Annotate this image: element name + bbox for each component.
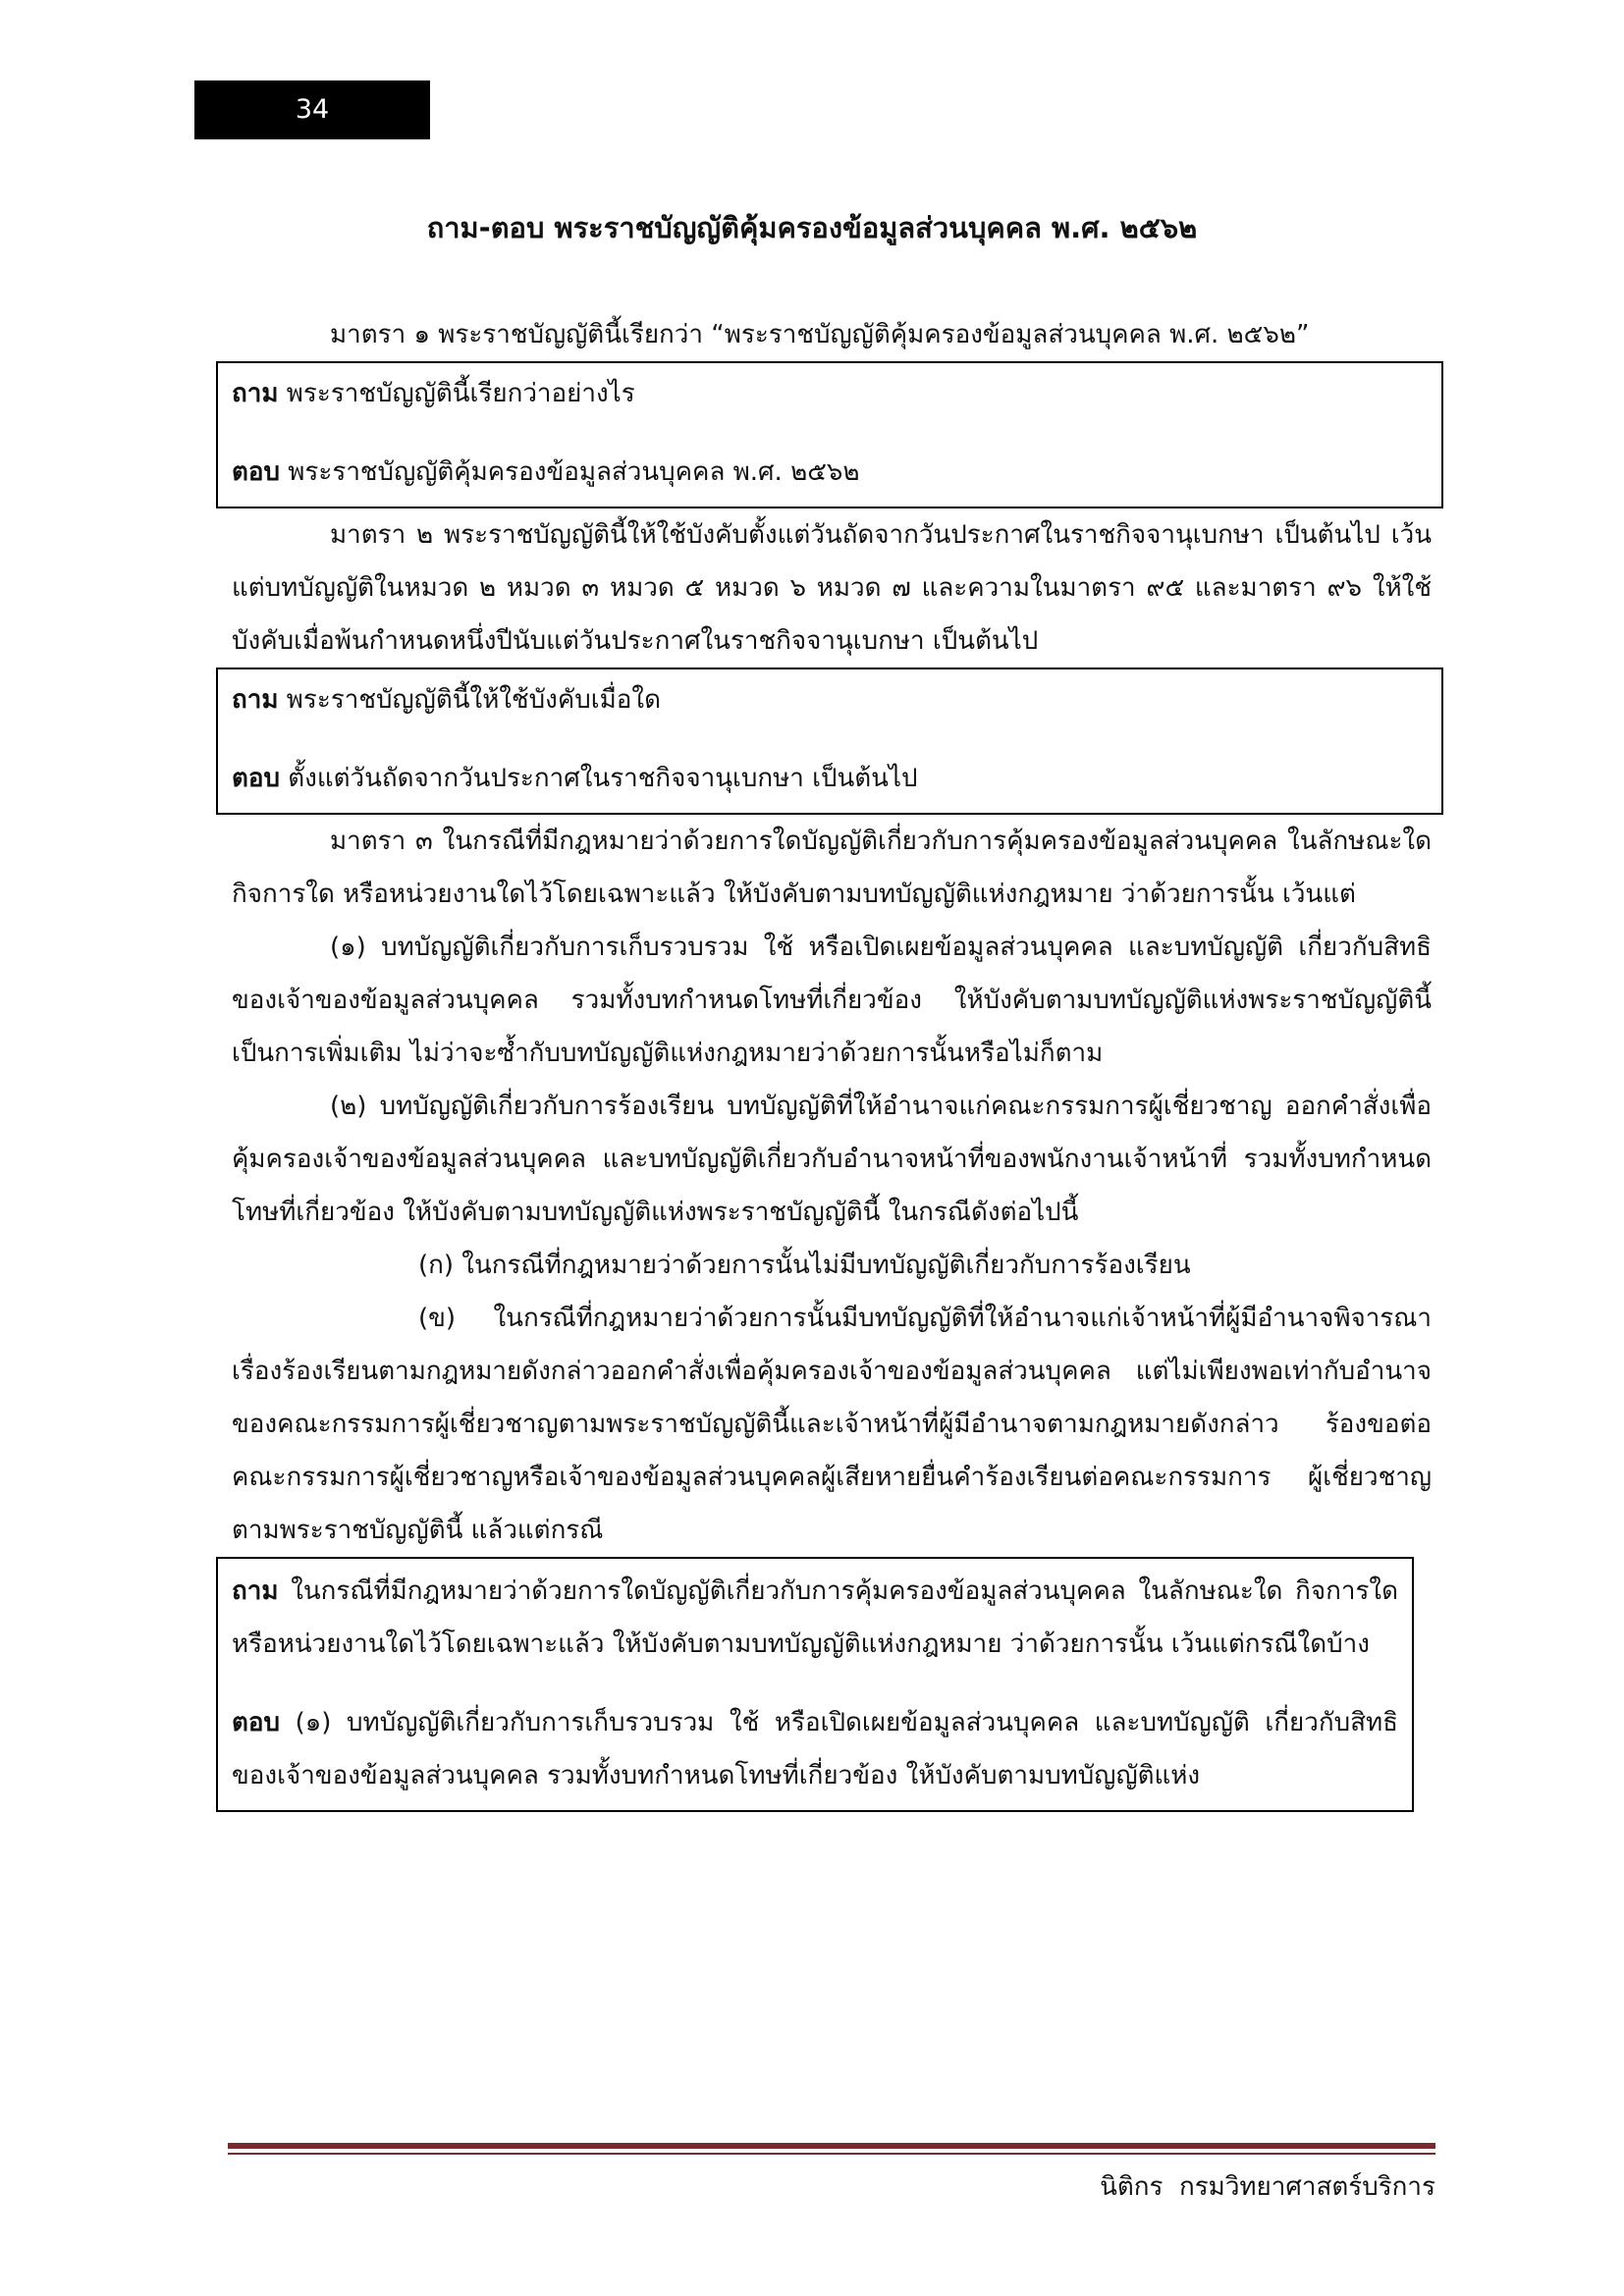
answer-label: ตอบ	[232, 764, 281, 793]
answer-label: ตอบ	[232, 457, 281, 487]
question-label: ถาม	[232, 685, 279, 715]
question-line	[232, 367, 1428, 420]
question-label: ถาม	[232, 1576, 279, 1606]
footer-divider	[228, 2143, 1435, 2149]
answer-label: ตอบ	[232, 1708, 281, 1737]
answer-line	[232, 446, 1428, 499]
section-1-text: มาตรา ๑ พระราชบัญญัตินี้เรียกว่า “พระราชบัญญัติคุ้มครองข้อมูลส่วนบุคคล พ.ศ. ๒๕๖๒”	[330, 320, 1310, 349]
document-body	[232, 308, 1432, 1812]
page-number: 34	[194, 80, 430, 139]
answer-text: (๑) บทบัญญัติเกี่ยวกับการเก็บรวบรวม ใช้ หรือเปิดเผยข้อมูลส่วนบุคคล และบทบัญญัติ เกี่ยวกับสิทธิของเจ้าของข้อมูลส่วนบุคคล รวมทั้งบทกำหนดโทษที่เกี่ยวข้อง ให้บังคับตามบทบัญญัติแห่ง	[232, 1708, 1398, 1790]
question-text: ในกรณีที่มีกฎหมายว่าด้วยการใดบัญญัติเกี่ยวกับการคุ้มครองข้อมูลส่วนบุคคล ในลักษณะใด กิจการใด หรือหน่วยงานใดไว้โดยเฉพาะแล้ว ให้บังคับตามบทบัญญัติแห่งกฎหมาย ว่าด้วยการนั้น เว้นแต่กรณีใดบ้าง	[232, 1576, 1398, 1659]
qa-spacer	[232, 726, 1428, 752]
question-label: ถาม	[232, 379, 279, 408]
qa-box-section-3	[216, 1557, 1414, 1812]
qa-spacer	[232, 1671, 1398, 1696]
answer-text: ตั้งแต่วันถัดจากวันประกาศในราชกิจจานุเบกษา เป็นต้นไป	[280, 764, 918, 793]
document-title: ถาม-ตอบ พระราชบัญญัติคุ้มครองข้อมูลส่วนบุคคล พ.ศ. ๒๕๖๒	[426, 211, 1198, 244]
answer-line	[232, 752, 1428, 805]
question-line	[232, 1565, 1398, 1671]
qa-spacer	[232, 420, 1428, 446]
section-3-sub-a: (ก) ในกรณีที่กฎหมายว่าด้วยการนั้นไม่มีบทบัญญัติเกี่ยวกับการร้องเรียน	[418, 1251, 1191, 1280]
footer-divider-thin	[228, 2153, 1435, 2155]
section-3-item-1: (๑) บทบัญญัติเกี่ยวกับการเก็บรวบรวม ใช้ หรือเปิดเผยข้อมูลส่วนบุคคล และบทบัญญัติ เกี่ยวกับสิทธิของเจ้าของข้อมูลส่วนบุคคล รวมทั้งบทกำหนดโทษที่เกี่ยวข้อง ให้บังคับตามบทบัญญัติแห่งพระราชบัญญัตินี้เป็นการเพิ่มเติม ไม่ว่าจะซ้ำกับบทบัญญัติแห่งกฎหมายว่าด้วยการนั้นหรือไม่ก็ตาม	[232, 933, 1432, 1068]
answer-text: พระราชบัญญัติคุ้มครองข้อมูลส่วนบุคคล พ.ศ. ๒๕๖๒	[280, 457, 860, 487]
footer-organization: นิติกร กรมวิทยาศาสตร์บริการ	[1100, 2172, 1435, 2202]
question-text: พระราชบัญญัตินี้เรียกว่าอย่างไร	[278, 379, 635, 408]
section-3-sub-b: (ข) ในกรณีที่กฎหมายว่าด้วยการนั้นมีบทบัญญัติที่ให้อำนาจแก่เจ้าหน้าที่ผู้มีอำนาจพิจารณา เรื่องร้องเรียนตามกฎหมายดังกล่าวออกคำสั่งเพื่อคุ้มครองเจ้าของข้อมูลส่วนบุคคล แต่ไม่เพียงพอเท่ากับอำนาจของคณะกรรมการผู้เชี่ยวชาญตามพระราชบัญญัตินี้และเจ้าหน้าที่ผู้มีอำนาจตามกฎหมายดังกล่าว ร้องขอต่อคณะกรรมการผู้เชี่ยวชาญหรือเจ้าของข้อมูลส่วนบุคคลผู้เสียหายยื่นคำร้องเรียนต่อคณะกรรมการ ผู้เชี่ยวชาญตามพระราชบัญญัตินี้ แล้วแต่กรณี	[232, 1304, 1432, 1545]
section-3-item-2: (๒) บทบัญญัติเกี่ยวกับการร้องเรียน บทบัญญัติที่ให้อำนาจแก่คณะกรรมการผู้เชี่ยวชาญ ออกคำสั่งเพื่อคุ้มครองเจ้าของข้อมูลส่วนบุคคล และบทบัญญัติเกี่ยวกับอำนาจหน้าที่ของพนักงานเจ้าหน้าที่ รวมทั้งบทกำหนดโทษที่เกี่ยวข้อง ให้บังคับตามบทบัญญัติแห่งพระราชบัญญัตินี้ ในกรณีดังต่อไปนี้	[232, 1092, 1432, 1227]
answer-line	[232, 1696, 1398, 1802]
question-line	[232, 673, 1428, 726]
section-3-text: มาตรา ๓ ในกรณีที่มีกฎหมายว่าด้วยการใดบัญญัติเกี่ยวกับการคุ้มครองข้อมูลส่วนบุคคล ในลักษณะใด กิจการใด หรือหน่วยงานใดไว้โดยเฉพาะแล้ว ให้บังคับตามบทบัญญัติแห่งกฎหมาย ว่าด้วยการนั้น เว้นแต่	[232, 827, 1432, 909]
qa-box-section-2	[216, 667, 1443, 815]
question-text: พระราชบัญญัตินี้ให้ใช้บังคับเมื่อใด	[278, 685, 661, 715]
section-2-text: มาตรา ๒ พระราชบัญญัตินี้ให้ใช้บังคับตั้งแต่วันถัดจากวันประกาศในราชกิจจานุเบกษา เป็นต้นไป เว้นแต่บทบัญญัติในหมวด ๒ หมวด ๓ หมวด ๕ หมวด ๖ หมวด ๗ และความในมาตรา ๙๕ และมาตรา ๙๖ ให้ใช้บังคับเมื่อพ้นกำหนดหนึ่งปีนับแต่วันประกาศในราชกิจจานุเบกษา เป็นต้นไป	[232, 520, 1432, 656]
qa-box-section-1	[216, 361, 1443, 508]
